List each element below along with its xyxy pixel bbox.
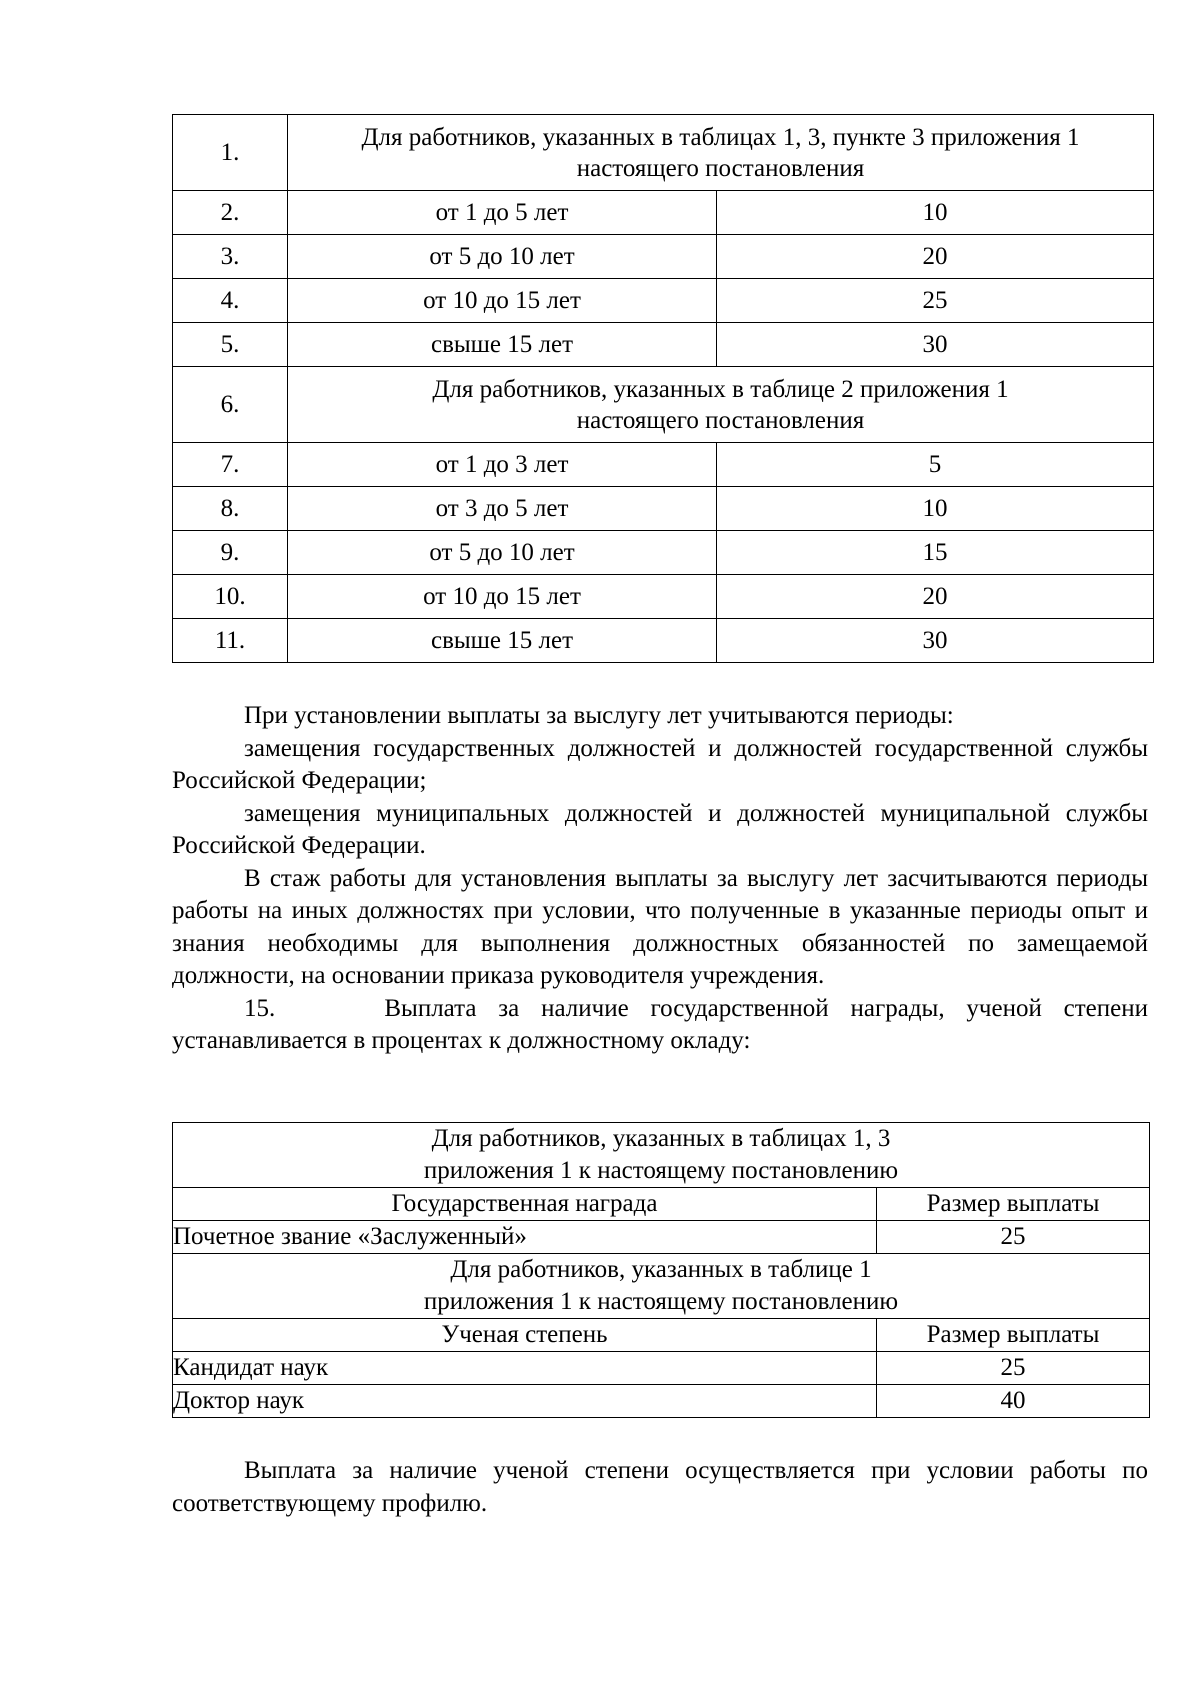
row-number: 6. (173, 367, 288, 443)
column-header: Ученая степень (173, 1319, 877, 1352)
row-number: 3. (173, 235, 288, 279)
degree-value-cell: 25 (877, 1352, 1150, 1385)
award-name-cell: Почетное звание «Заслуженный» (173, 1221, 877, 1254)
table-row (173, 1123, 1150, 1188)
value-cell: 15 (717, 531, 1154, 575)
seniority-table (172, 114, 1154, 663)
award-value-cell: 25 (877, 1221, 1150, 1254)
section-header-line: Для работников, указанных в таблице 1 (450, 1256, 872, 1283)
table-row (173, 1221, 1150, 1254)
clause-text: Выплата за наличие государственной награды, ученой степени устанавливается в процентах к должностному окладу: (172, 994, 1149, 1054)
section-header: Для работников, указанных в таблицах 1, 3, пункте 3 приложения 1 настоящего постановления (288, 115, 1154, 191)
row-number: 4. (173, 279, 288, 323)
row-number: 8. (173, 487, 288, 531)
table-row (173, 443, 1154, 487)
value-cell: 5 (717, 443, 1154, 487)
section-header-line: Для работников, указанных в таблицах 1, 3 (431, 1125, 891, 1152)
row-number: 7. (173, 443, 288, 487)
degree-name-cell: Доктор наук (173, 1385, 877, 1418)
section-header: Для работников, указанных в таблице 2 приложения 1 настоящего постановления (288, 367, 1154, 443)
row-number: 1. (173, 115, 288, 191)
table-row (173, 1352, 1150, 1385)
award-table (172, 1122, 1150, 1418)
section-header (173, 1254, 1150, 1319)
paragraph: При установлении выплаты за выслугу лет учитываются периоды: (244, 702, 954, 729)
table-row (173, 1319, 1150, 1352)
degree-name-cell: Кандидат наук (173, 1352, 877, 1385)
paragraph: замещения государственных должностей и должностей государственной службы Российской Федерации; (172, 734, 1148, 794)
period-cell: от 1 до 5 лет (288, 191, 717, 235)
table-row (173, 531, 1154, 575)
degree-value-cell: 40 (877, 1385, 1150, 1418)
period-cell: от 10 до 15 лет (288, 575, 717, 619)
table-row (173, 619, 1154, 663)
value-cell: 25 (717, 279, 1154, 323)
section-header (173, 1123, 1150, 1188)
table-row (173, 279, 1154, 323)
paragraph-15 (172, 993, 1148, 1058)
value-cell: 20 (717, 235, 1154, 279)
table-row (173, 191, 1154, 235)
body-text (172, 700, 1148, 1058)
clause-number: 15. (244, 994, 276, 1022)
table-row (173, 1188, 1150, 1221)
table-row (173, 115, 1154, 191)
period-cell: от 5 до 10 лет (288, 531, 717, 575)
row-number: 11. (173, 619, 288, 663)
table-row (173, 575, 1154, 619)
column-header: Размер выплаты (877, 1188, 1150, 1221)
table-row (173, 1254, 1150, 1319)
period-cell: от 1 до 3 лет (288, 443, 717, 487)
table-row (173, 323, 1154, 367)
table-row (173, 487, 1154, 531)
paragraph: замещения муниципальных должностей и должностей муниципальной службы Российской Федерации. (172, 799, 1148, 859)
row-number: 10. (173, 575, 288, 619)
row-number: 9. (173, 531, 288, 575)
section-header-line: приложения 1 к настоящему постановлению (423, 1157, 899, 1184)
paragraph: Выплата за наличие ученой степени осуществляется при условии работы по соответствующему профилю. (172, 1457, 1148, 1517)
row-number: 2. (173, 191, 288, 235)
table-row (173, 367, 1154, 443)
value-cell: 20 (717, 575, 1154, 619)
section-header-line: приложения 1 к настоящему постановлению (423, 1288, 899, 1315)
paragraph: В стаж работы для установления выплаты за выслугу лет засчитываются периоды работы на иных должностях при условии, что полученные в указанные периоды опыт и знания необходимы для выполнения должностных обязанностей по замещаемой должности, на основании приказа руководителя учреждения. (172, 864, 1148, 989)
period-cell: свыше 15 лет (288, 619, 717, 663)
column-header: Государственная награда (173, 1188, 877, 1221)
row-number: 5. (173, 323, 288, 367)
period-cell: от 10 до 15 лет (288, 279, 717, 323)
table-row (173, 1385, 1150, 1418)
table-row (173, 235, 1154, 279)
closing-text (172, 1455, 1148, 1520)
period-cell: от 3 до 5 лет (288, 487, 717, 531)
value-cell: 10 (717, 191, 1154, 235)
column-header: Размер выплаты (877, 1319, 1150, 1352)
value-cell: 10 (717, 487, 1154, 531)
value-cell: 30 (717, 619, 1154, 663)
period-cell: свыше 15 лет (288, 323, 717, 367)
period-cell: от 5 до 10 лет (288, 235, 717, 279)
value-cell: 30 (717, 323, 1154, 367)
